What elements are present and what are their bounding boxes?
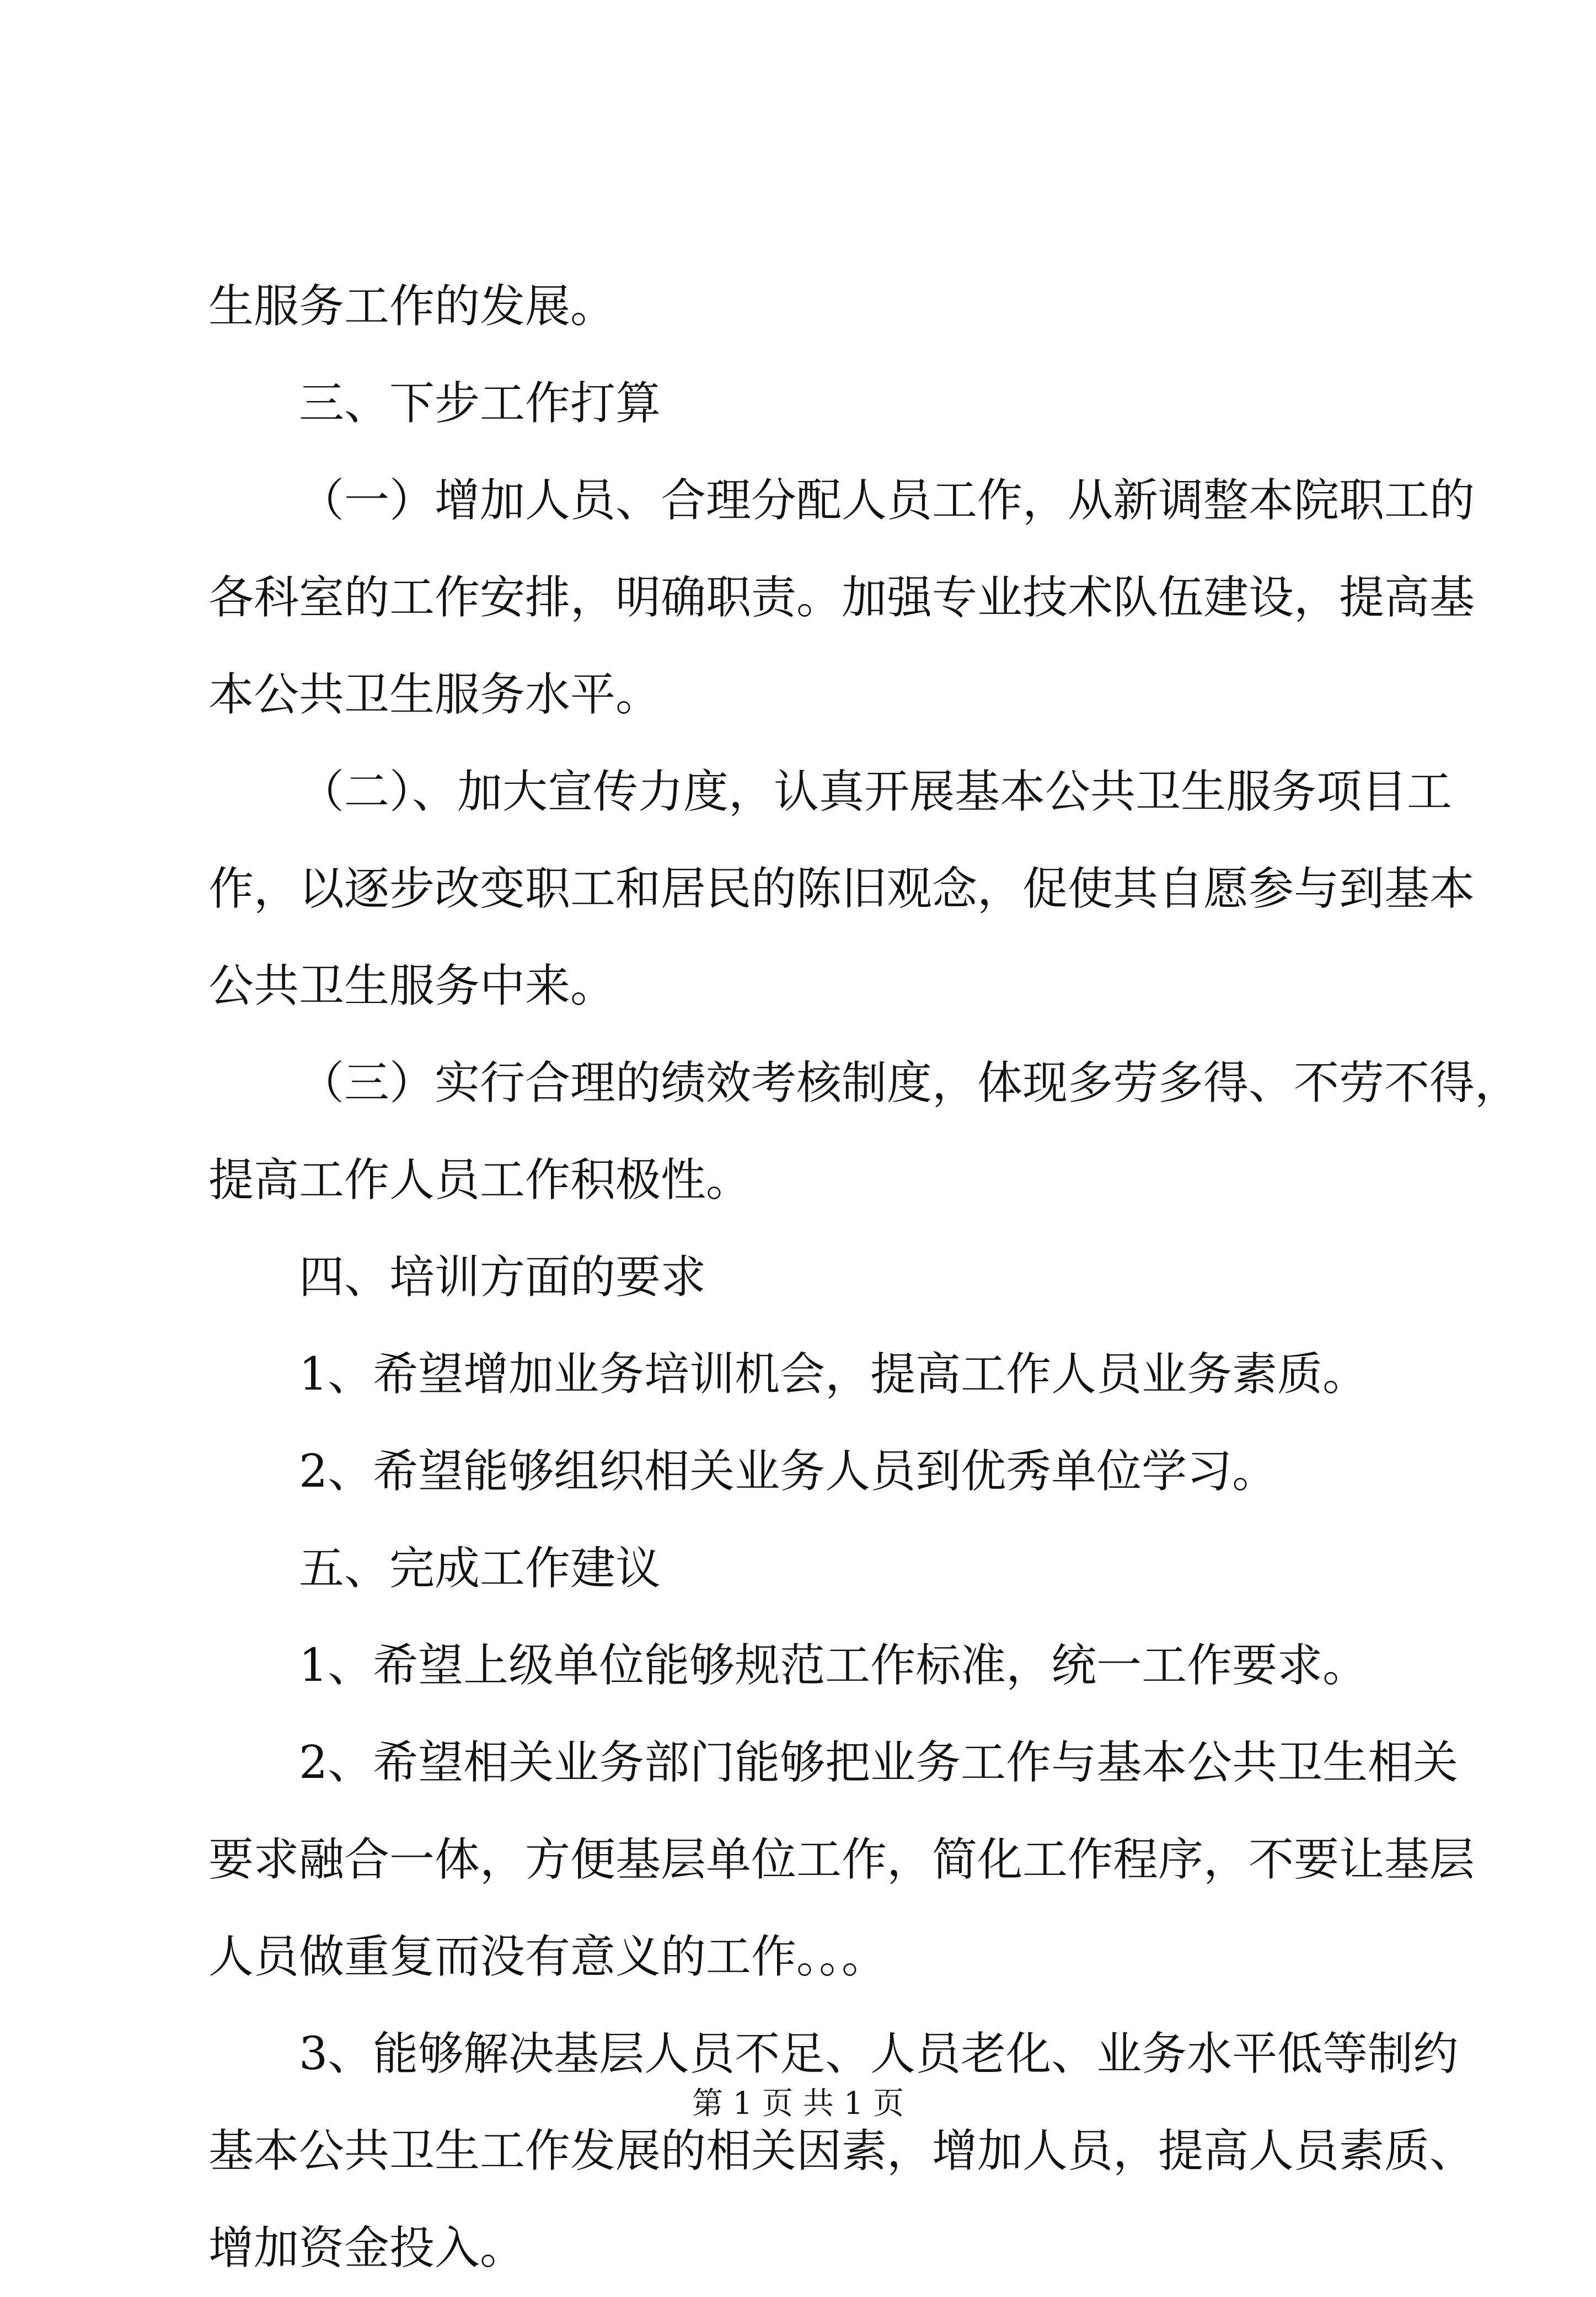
text-line: 四、培训方面的要求 <box>299 1251 706 1304</box>
text-line: 五、完成工作建议 <box>299 1542 661 1595</box>
text-line: 三、下步工作打算 <box>299 377 661 430</box>
text-line: 2、希望相关业务部门能够把业务工作与基本公共卫生相关 <box>299 1737 1459 1789</box>
text-line: 作，以逐步改变职工和居民的陈旧观念，促使其自愿参与到基本 <box>208 863 1475 915</box>
text-line: 1、希望增加业务培训机会，提高工作人员业务素质。 <box>299 1348 1368 1401</box>
text-line: （一）增加人员、合理分配人员工作，从新调整本院职工的 <box>299 474 1475 527</box>
text-line: 增加资金投入。 <box>208 2222 526 2274</box>
text-line: 基本公共卫生工作发展的相关因素，增加人员，提高人员素质、 <box>208 2125 1475 2177</box>
text-line: 公共卫生服务中来。 <box>208 960 616 1012</box>
page-footer: 第 1 页 共 1 页 <box>692 2086 904 2122</box>
text-line: 要求融合一体，方便基层单位工作，简化工作程序，不要让基层 <box>208 1834 1475 1886</box>
text-line: （三）实行合理的绩效考核制度，体现多劳多得、不劳不得， <box>299 1057 1520 1109</box>
text-line: 1、希望上级单位能够规范工作标准，统一工作要求。 <box>299 1639 1368 1692</box>
text-line: 各科室的工作安排，明确职责。加强专业技术队伍建设，提高基 <box>208 571 1475 624</box>
text-line: 3、能够解决基层人员不足、人员老化、业务水平低等制约 <box>299 2028 1459 2080</box>
text-line: 2、希望能够组织相关业务人员到优秀单位学习。 <box>299 1445 1278 1498</box>
text-line: 提高工作人员工作积极性。 <box>208 1154 752 1206</box>
text-line: 人员做重复而没有意义的工作。。。 <box>208 1931 887 1983</box>
text-line: 生服务工作的发展。 <box>208 280 616 333</box>
text-line: 本公共卫生服务水平。 <box>208 669 661 721</box>
document-body <box>208 258 1520 2297</box>
text-line: （二）、加大宣传力度，认真开展基本公共卫生服务项目工 <box>299 766 1453 818</box>
